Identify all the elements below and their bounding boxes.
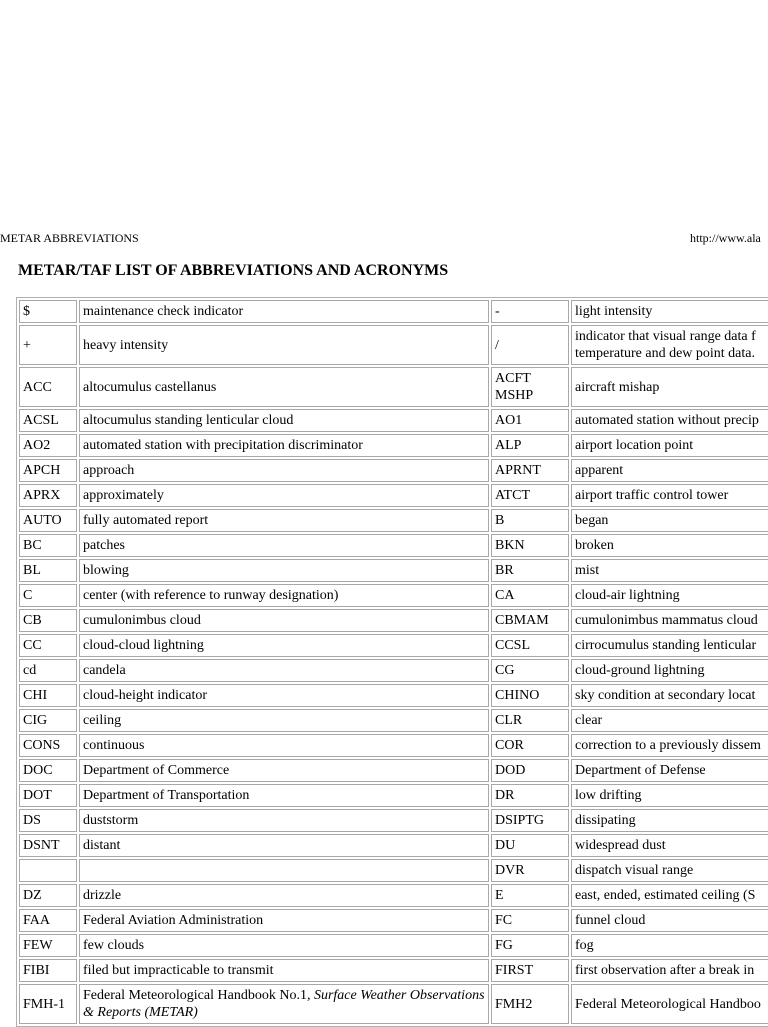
definition-cell: first observation after a break in [571, 959, 768, 982]
abbreviation-cell: DS [19, 809, 77, 832]
abbreviation-cell: CA [491, 584, 569, 607]
definition-cell: patches [79, 534, 489, 557]
abbreviation-cell: / [491, 325, 569, 365]
definition-cell: automated station with precipitation discriminator [79, 434, 489, 457]
abbreviation-cell: ACC [19, 367, 77, 407]
abbreviation-cell: BKN [491, 534, 569, 557]
abbreviation-cell: DU [491, 834, 569, 857]
table-row [19, 509, 768, 532]
definition-cell: low drifting [571, 784, 768, 807]
table-row [19, 909, 768, 932]
table-row [19, 609, 768, 632]
table-row [19, 759, 768, 782]
table-row [19, 434, 768, 457]
abbreviation-cell: BL [19, 559, 77, 582]
definition-cell: candela [79, 659, 489, 682]
abbreviation-cell: BR [491, 559, 569, 582]
definition-cell: sky condition at secondary locat [571, 684, 768, 707]
abbreviation-cell: BC [19, 534, 77, 557]
abbreviation-cell: DZ [19, 884, 77, 907]
table-row [19, 984, 768, 1024]
table-row [19, 784, 768, 807]
definition-cell: mist [571, 559, 768, 582]
abbreviation-cell: + [19, 325, 77, 365]
abbreviation-cell: FMH-1 [19, 984, 77, 1024]
definition-cell: Federal Aviation Administration [79, 909, 489, 932]
table-row [19, 559, 768, 582]
table-row [19, 300, 768, 323]
table-row [19, 834, 768, 857]
abbreviation-cell: ALP [491, 434, 569, 457]
table-row [19, 734, 768, 757]
table-row [19, 809, 768, 832]
definition-cell: funnel cloud [571, 909, 768, 932]
abbreviation-cell: DVR [491, 859, 569, 882]
abbreviation-cell: AO1 [491, 409, 569, 432]
definition-cell: cloud-air lightning [571, 584, 768, 607]
abbreviation-cell: CONS [19, 734, 77, 757]
abbreviation-cell: C [19, 584, 77, 607]
table-row [19, 459, 768, 482]
definition-cell: distant [79, 834, 489, 857]
definition-cell: cloud-cloud lightning [79, 634, 489, 657]
table-row [19, 634, 768, 657]
definition-cell: filed but impracticable to transmit [79, 959, 489, 982]
abbreviation-cell: COR [491, 734, 569, 757]
table-row [19, 934, 768, 957]
abbreviation-cell: FIRST [491, 959, 569, 982]
table-row [19, 884, 768, 907]
definition-cell: altocumulus castellanus [79, 367, 489, 407]
definition-cell: apparent [571, 459, 768, 482]
definition-cell: aircraft mishap [571, 367, 768, 407]
definition-cell: broken [571, 534, 768, 557]
abbreviation-cell: DR [491, 784, 569, 807]
definition-cell: dissipating [571, 809, 768, 832]
page-header-url: http://www.ala [690, 231, 761, 245]
definition-cell: fog [571, 934, 768, 957]
definition-cell: duststorm [79, 809, 489, 832]
definition-cell: light intensity [571, 300, 768, 323]
definition-cell: blowing [79, 559, 489, 582]
definition-cell: cloud-ground lightning [571, 659, 768, 682]
abbreviation-cell: AO2 [19, 434, 77, 457]
definition-cell: widespread dust [571, 834, 768, 857]
abbreviation-cell: FMH2 [491, 984, 569, 1024]
definition-cell: automated station without precip [571, 409, 768, 432]
definition-cell: altocumulus standing lenticular cloud [79, 409, 489, 432]
definition-cell: cirrocumulus standing lenticular [571, 634, 768, 657]
table-row [19, 684, 768, 707]
abbreviation-cell: E [491, 884, 569, 907]
table-row [19, 367, 768, 407]
abbreviation-cell: $ [19, 300, 77, 323]
table-row [19, 709, 768, 732]
table-row [19, 959, 768, 982]
definition-cell: cumulonimbus cloud [79, 609, 489, 632]
table-row [19, 325, 768, 365]
abbreviation-cell: APRNT [491, 459, 569, 482]
abbreviation-cell: cd [19, 659, 77, 682]
definition-cell: heavy intensity [79, 325, 489, 365]
abbreviation-cell: APRX [19, 484, 77, 507]
definition-cell: Department of Defense [571, 759, 768, 782]
definition-text: Federal Meteorological Handbook No.1, [83, 988, 314, 1003]
abbreviation-cell: DOT [19, 784, 77, 807]
abbreviation-cell: DOD [491, 759, 569, 782]
table-row [19, 484, 768, 507]
definition-cell: fully automated report [79, 509, 489, 532]
abbreviation-cell: DSNT [19, 834, 77, 857]
definition-cell: indicator that visual range data f temperature and dew point data. [571, 325, 768, 365]
definition-cell: ceiling [79, 709, 489, 732]
definition-cell: Department of Commerce [79, 759, 489, 782]
abbreviation-cell: FC [491, 909, 569, 932]
abbreviation-cell: CC [19, 634, 77, 657]
definition-cell: maintenance check indicator [79, 300, 489, 323]
definition-cell: few clouds [79, 934, 489, 957]
definition-cell: clear [571, 709, 768, 732]
abbreviation-cell: CLR [491, 709, 569, 732]
definition-cell: airport traffic control tower [571, 484, 768, 507]
definition-cell: correction to a previously dissem [571, 734, 768, 757]
definition-cell [79, 859, 489, 882]
definition-cell: continuous [79, 734, 489, 757]
abbreviation-cell: CBMAM [491, 609, 569, 632]
definition-cell: drizzle [79, 884, 489, 907]
abbreviation-cell: ACSL [19, 409, 77, 432]
page-title: METAR/TAF LIST OF ABBREVIATIONS AND ACRONYMS [18, 262, 449, 279]
abbreviation-cell: ACFT MSHP [491, 367, 569, 407]
definition-cell [79, 984, 489, 1024]
abbreviation-cell [19, 859, 77, 882]
abbreviation-cell: AUTO [19, 509, 77, 532]
abbreviation-cell: - [491, 300, 569, 323]
table-row [19, 409, 768, 432]
abbreviation-cell: DOC [19, 759, 77, 782]
abbreviation-cell: ATCT [491, 484, 569, 507]
definition-cell: east, ended, estimated ceiling (S [571, 884, 768, 907]
abbreviation-cell: CG [491, 659, 569, 682]
abbreviation-cell: FIBI [19, 959, 77, 982]
table-row [19, 659, 768, 682]
definition-cell: cumulonimbus mammatus cloud [571, 609, 768, 632]
definition-cell: approach [79, 459, 489, 482]
abbreviation-cell: CHI [19, 684, 77, 707]
definition-cell: dispatch visual range [571, 859, 768, 882]
definition-cell: cloud-height indicator [79, 684, 489, 707]
definition-cell: airport location point [571, 434, 768, 457]
definition-cell: approximately [79, 484, 489, 507]
abbreviation-cell: FG [491, 934, 569, 957]
definition-cell: began [571, 509, 768, 532]
definition-cell: Department of Transportation [79, 784, 489, 807]
abbreviation-cell: FAA [19, 909, 77, 932]
abbreviation-cell: CB [19, 609, 77, 632]
abbreviation-cell: FEW [19, 934, 77, 957]
abbreviation-cell: CHINO [491, 684, 569, 707]
abbreviation-cell: CIG [19, 709, 77, 732]
definition-italic-text: Surface Weather Observations & Reports (METAR) [83, 988, 485, 1020]
abbreviation-cell: B [491, 509, 569, 532]
abbreviation-cell: DSIPTG [491, 809, 569, 832]
table-row [19, 534, 768, 557]
abbreviation-cell: CCSL [491, 634, 569, 657]
table-row [19, 859, 768, 882]
table-row [19, 584, 768, 607]
abbreviations-table [16, 297, 768, 1027]
page-header-left: METAR ABBREVIATIONS [0, 231, 139, 245]
definition-cell: center (with reference to runway designation) [79, 584, 489, 607]
abbreviation-cell: APCH [19, 459, 77, 482]
definition-cell: Federal Meteorological Handboo [571, 984, 768, 1024]
